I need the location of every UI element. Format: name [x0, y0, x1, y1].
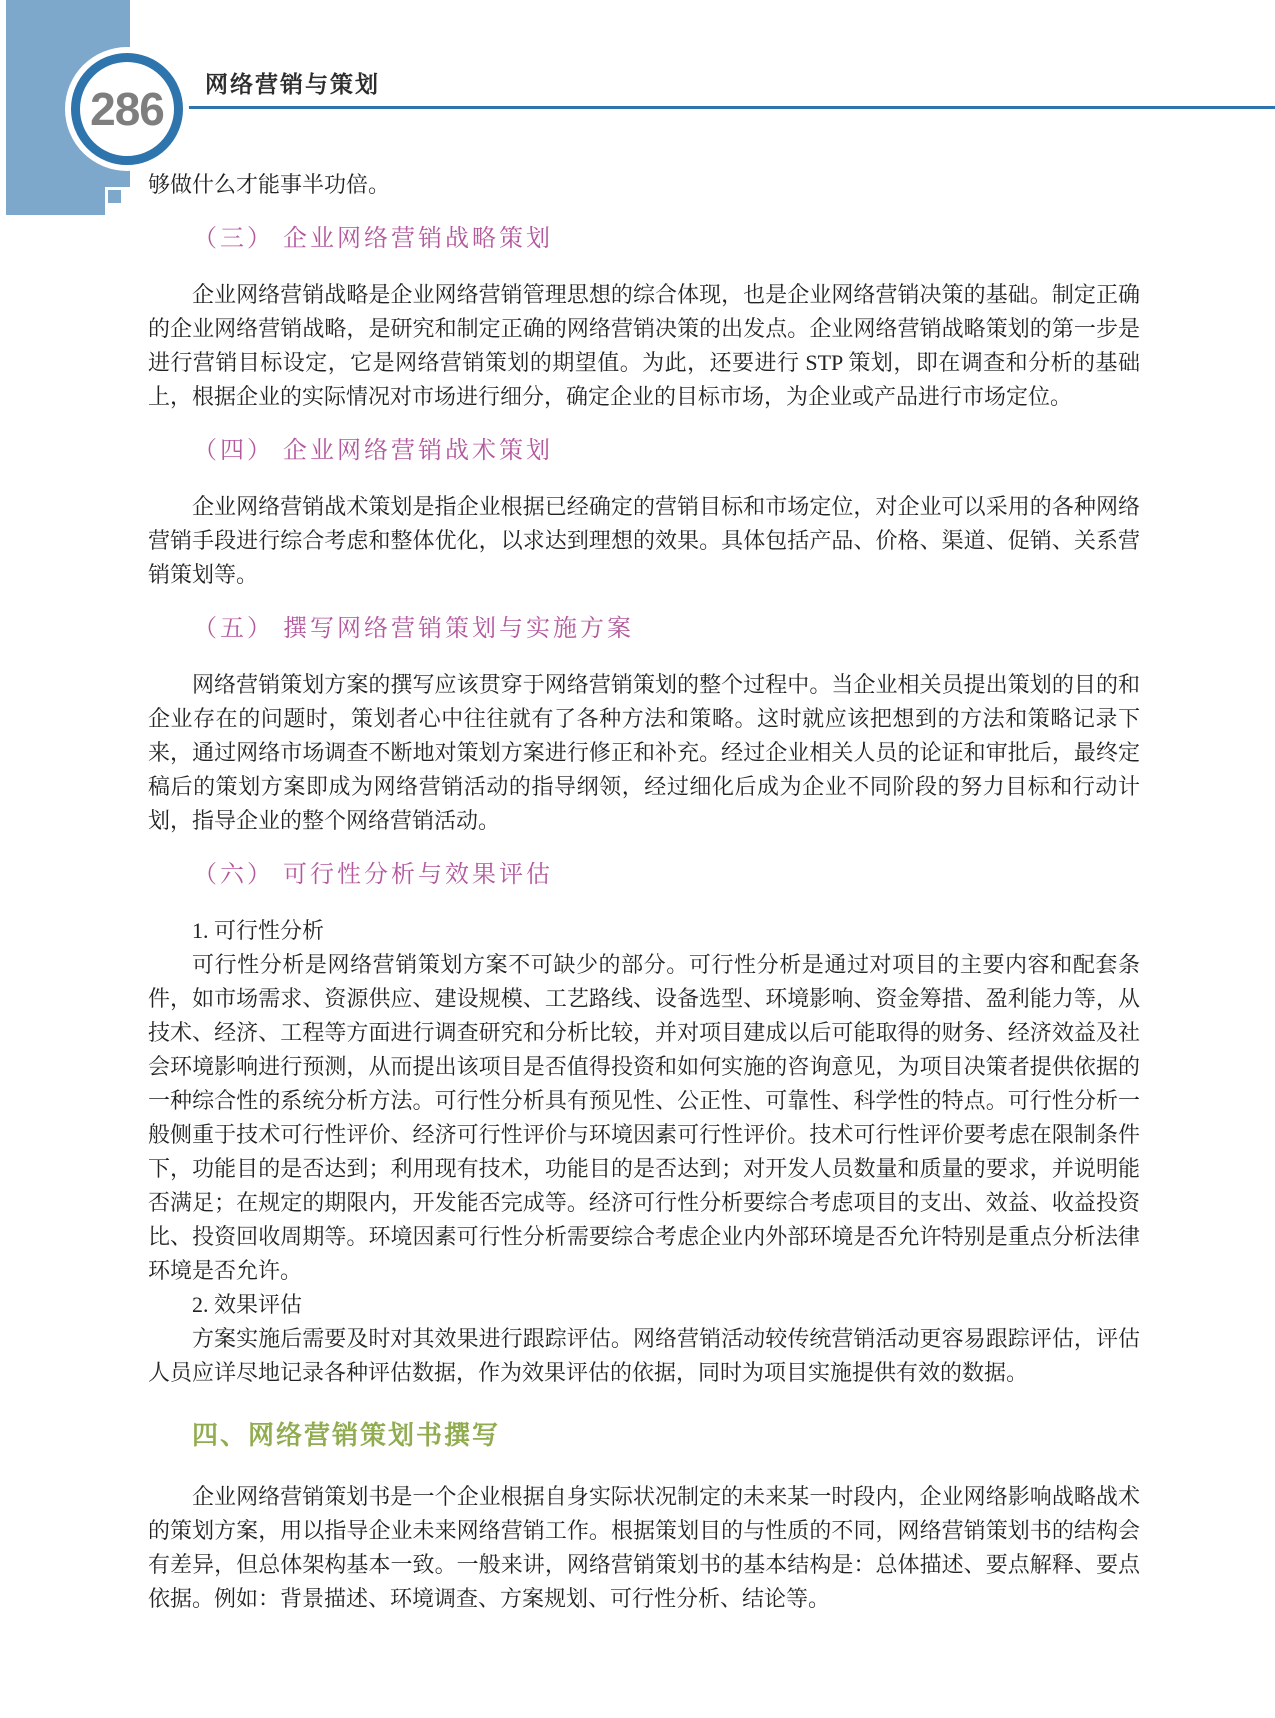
paragraph-section3: 企业网络营销战略是企业网络营销管理思想的综合体现，也是企业网络营销决策的基础。制定正确的企业网络营销战略，是研究和制定正确的网络营销决策的出发点。企业网络营销战略策划的第一步是进行营销目标设定，它是网络营销策划的期望值。为此，还要进行 STP 策划，即在调查和分析的基础上，根据企业的实际情况对市场进行细分，确定企业的目标市场，为企业或产品进行市场定位。 [148, 282, 1140, 409]
sub-heading-3: （三） 企业网络营销战略策划 [193, 226, 553, 252]
paragraph-evaluation: 方案实施后需要及时对其效果进行跟踪评估。网络营销活动较传统营销活动更容易跟踪评估，评估人员应详尽地记录各种评估数据，作为效果评估的依据，同时为项目实施提供有效的数据。 [148, 1326, 1140, 1385]
book-title: 网络营销与策划 [205, 71, 380, 97]
sub-heading-6: （六） 可行性分析与效果评估 [193, 862, 553, 888]
header-accent-strip [6, 187, 105, 215]
list-item-1-title: 1. 可行性分析 [192, 918, 325, 943]
paragraph-section4: 企业网络营销战术策划是指企业根据已经确定的营销目标和市场定位，对企业可以采用的各种网络营销手段进行综合考虑和整体优化，以求达到理想的效果。具体包括产品、价格、渠道、促销、关系营销策划等。 [148, 494, 1140, 587]
major-heading-4: 四、网络营销策划书撰写 [192, 1420, 501, 1450]
sub-heading-5: （五） 撰写网络营销策划与实施方案 [193, 616, 634, 642]
page-number: 286 [90, 83, 164, 135]
continuation-line: 够做什么才能事半功倍。 [148, 172, 391, 197]
page-body [148, 0, 1140, 1616]
sub-heading-4: （四） 企业网络营销战术策划 [193, 438, 553, 464]
paragraph-section-major: 企业网络营销策划书是一个企业根据自身实际状况制定的未来某一时段内，企业网络影响战略战术的策划方案，用以指导企业未来网络营销工作。根据策划目的与性质的不同，网络营销策划书的结构会有差异，但总体架构基本一致。一般来讲，网络营销策划书的基本结构是：总体描述、要点解释、要点依据。例如：背景描述、环境调查、方案规划、可行性分析、结论等。 [148, 1484, 1140, 1611]
header-accent-square [108, 190, 121, 203]
list-item-2-title: 2. 效果评估 [192, 1292, 303, 1317]
paragraph-section5: 网络营销策划方案的撰写应该贯穿于网络营销策划的整个过程中。当企业相关员提出策划的目的和企业存在的问题时，策划者心中往往就有了各种方法和策略。这时就应该把想到的方法和策略记录下来，通过网络市场调查不断地对策划方案进行修正和补充。经过企业相关人员的论证和审批后，最终定稿后的策划方案即成为网络营销活动的指导纲领，经过细化后成为企业不同阶段的努力目标和行动计划，指导企业的整个网络营销活动。 [148, 672, 1140, 833]
paragraph-feasibility: 可行性分析是网络营销策划方案不可缺少的部分。可行性分析是通过对项目的主要内容和配套条件，如市场需求、资源供应、建设规模、工艺路线、设备选型、环境影响、资金筹措、盈利能力等，从技术、经济、工程等方面进行调查研究和分析比较，并对项目建成以后可能取得的财务、经济效益及社会环境影响进行预测，从而提出该项目是否值得投资和如何实施的咨询意见，为项目决策者提供依据的一种综合性的系统分析方法。可行性分析具有预见性、公正性、可靠性、科学性的特点。可行性分析一般侧重于技术可行性评价、经济可行性评价与环境因素可行性评价。技术可行性评价要考虑在限制条件下，功能目的是否达到；利用现有技术，功能目的是否达到；对开发人员数量和质量的要求，并说明能否满足；在规定的期限内，开发能否完成等。经济可行性分析要综合考虑项目的支出、效益、收益投资比、投资回收周期等。环境因素可行性分析需要综合考虑企业内外部环境是否允许特别是重点分析法律环境是否允许。 [148, 952, 1140, 1283]
